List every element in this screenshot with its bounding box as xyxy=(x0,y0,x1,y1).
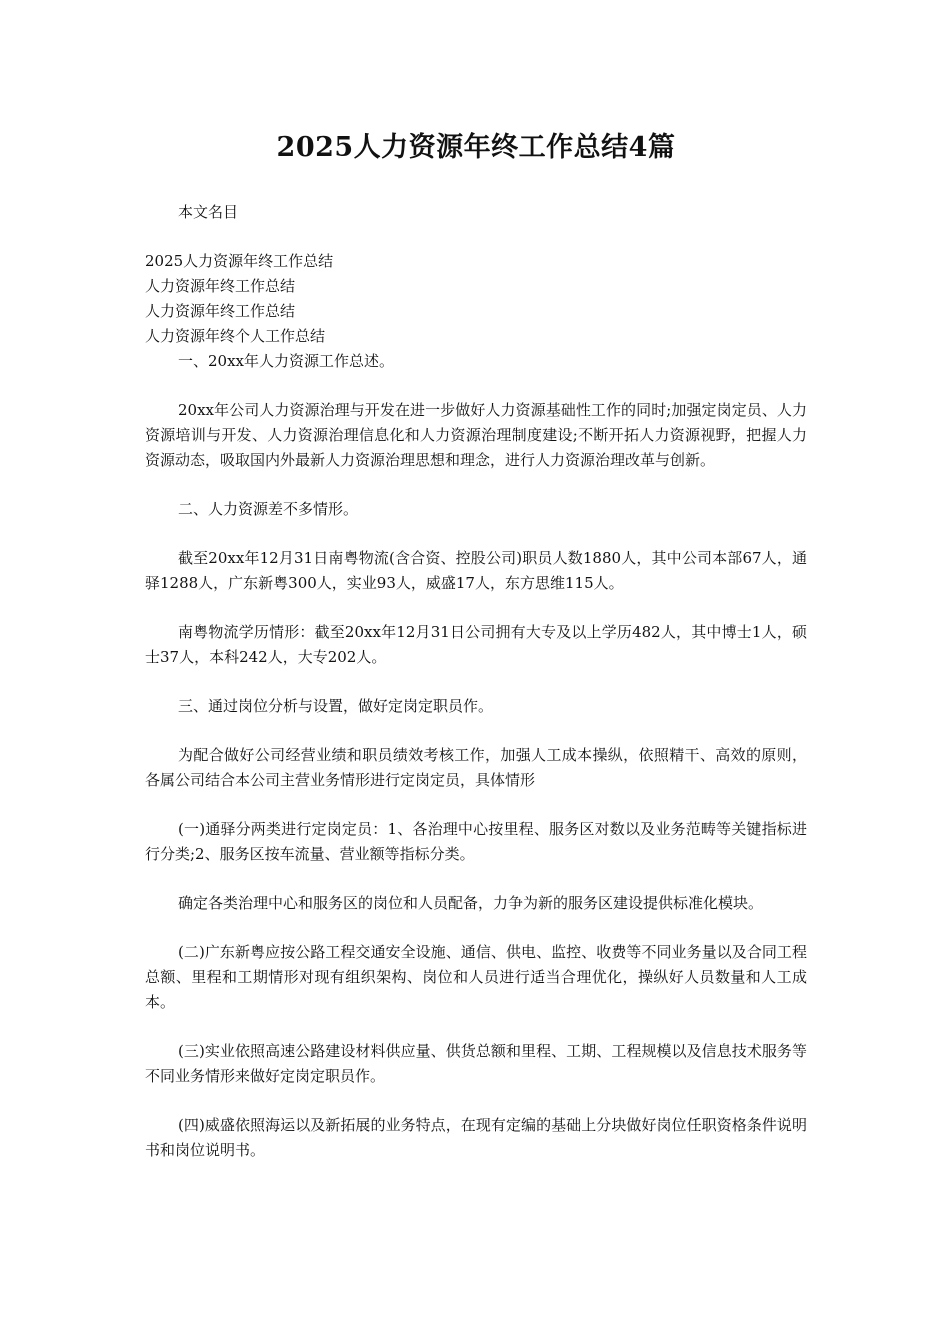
body-paragraph: (一)通驿分两类进行定岗定员：1、各治理中心按里程、服务区对数以及业务范畴等关键指标进行分类;2、服务区按车流量、营业额等指标分类。 xyxy=(145,820,807,863)
toc-item: 2025人力资源年终工作总结 xyxy=(145,252,334,270)
section-heading: 三、通过岗位分析与设置，做好定岗定职员作。 xyxy=(178,697,494,715)
body-paragraph: 确定各类治理中心和服务区的岗位和人员配备，力争为新的服务区建设提供标准化模块。 xyxy=(178,894,764,912)
section-heading: 一、20xx年人力资源工作总述。 xyxy=(178,352,395,370)
body-paragraph: 20xx年公司人力资源治理与开发在进一步做好人力资源基础性工作的同时;加强定岗定员、人力资源培训与开发、人力资源治理信息化和人力资源治理制度建设;不断开拓人力资源视野，把握人力资源动态，吸取国内外最新人力资源治理思想和理念，进行人力资源治理改革与创新。 xyxy=(145,401,807,469)
toc-heading: 本文名目 xyxy=(178,203,239,221)
toc-item: 人力资源年终个人工作总结 xyxy=(145,327,326,345)
body-paragraph: 截至20xx年12月31日南粤物流(含合资、控股公司)职员人数1880人，其中公司本部67人，通驿1288人，广东新粤300人，实业93人，威盛17人，东方思维115人。 xyxy=(145,549,807,592)
body-paragraph: (四)威盛依照海运以及新拓展的业务特点，在现有定编的基础上分块做好岗位任职资格条件说明书和岗位说明书。 xyxy=(145,1116,807,1159)
body-paragraph: (三)实业依照高速公路建设材料供应量、供货总额和里程、工期、工程规模以及信息技术服务等不同业务情形来做好定岗定职员作。 xyxy=(145,1042,807,1085)
document-body xyxy=(145,200,807,1163)
body-paragraph: 为配合做好公司经营业绩和职员绩效考核工作，加强人工成本操纵，依照精干、高效的原则，各属公司结合本公司主营业务情形进行定岗定员，具体情形 xyxy=(145,746,807,789)
toc-item: 人力资源年终工作总结 xyxy=(145,302,296,320)
toc-item: 人力资源年终工作总结 xyxy=(145,277,296,295)
section-heading: 二、人力资源差不多情形。 xyxy=(178,500,359,518)
body-paragraph: (二)广东新粤应按公路工程交通安全设施、通信、供电、监控、收费等不同业务量以及合同工程总额、里程和工期情形对现有组织架构、岗位和人员进行适当合理优化，操纵好人员数量和人工成本。 xyxy=(145,943,807,1011)
document-title: 2025人力资源年终工作总结4篇 xyxy=(276,132,676,163)
body-paragraph: 南粤物流学历情形：截至20xx年12月31日公司拥有大专及以上学历482人，其中博士1人，硕士37人，本科242人，大专202人。 xyxy=(145,623,807,666)
